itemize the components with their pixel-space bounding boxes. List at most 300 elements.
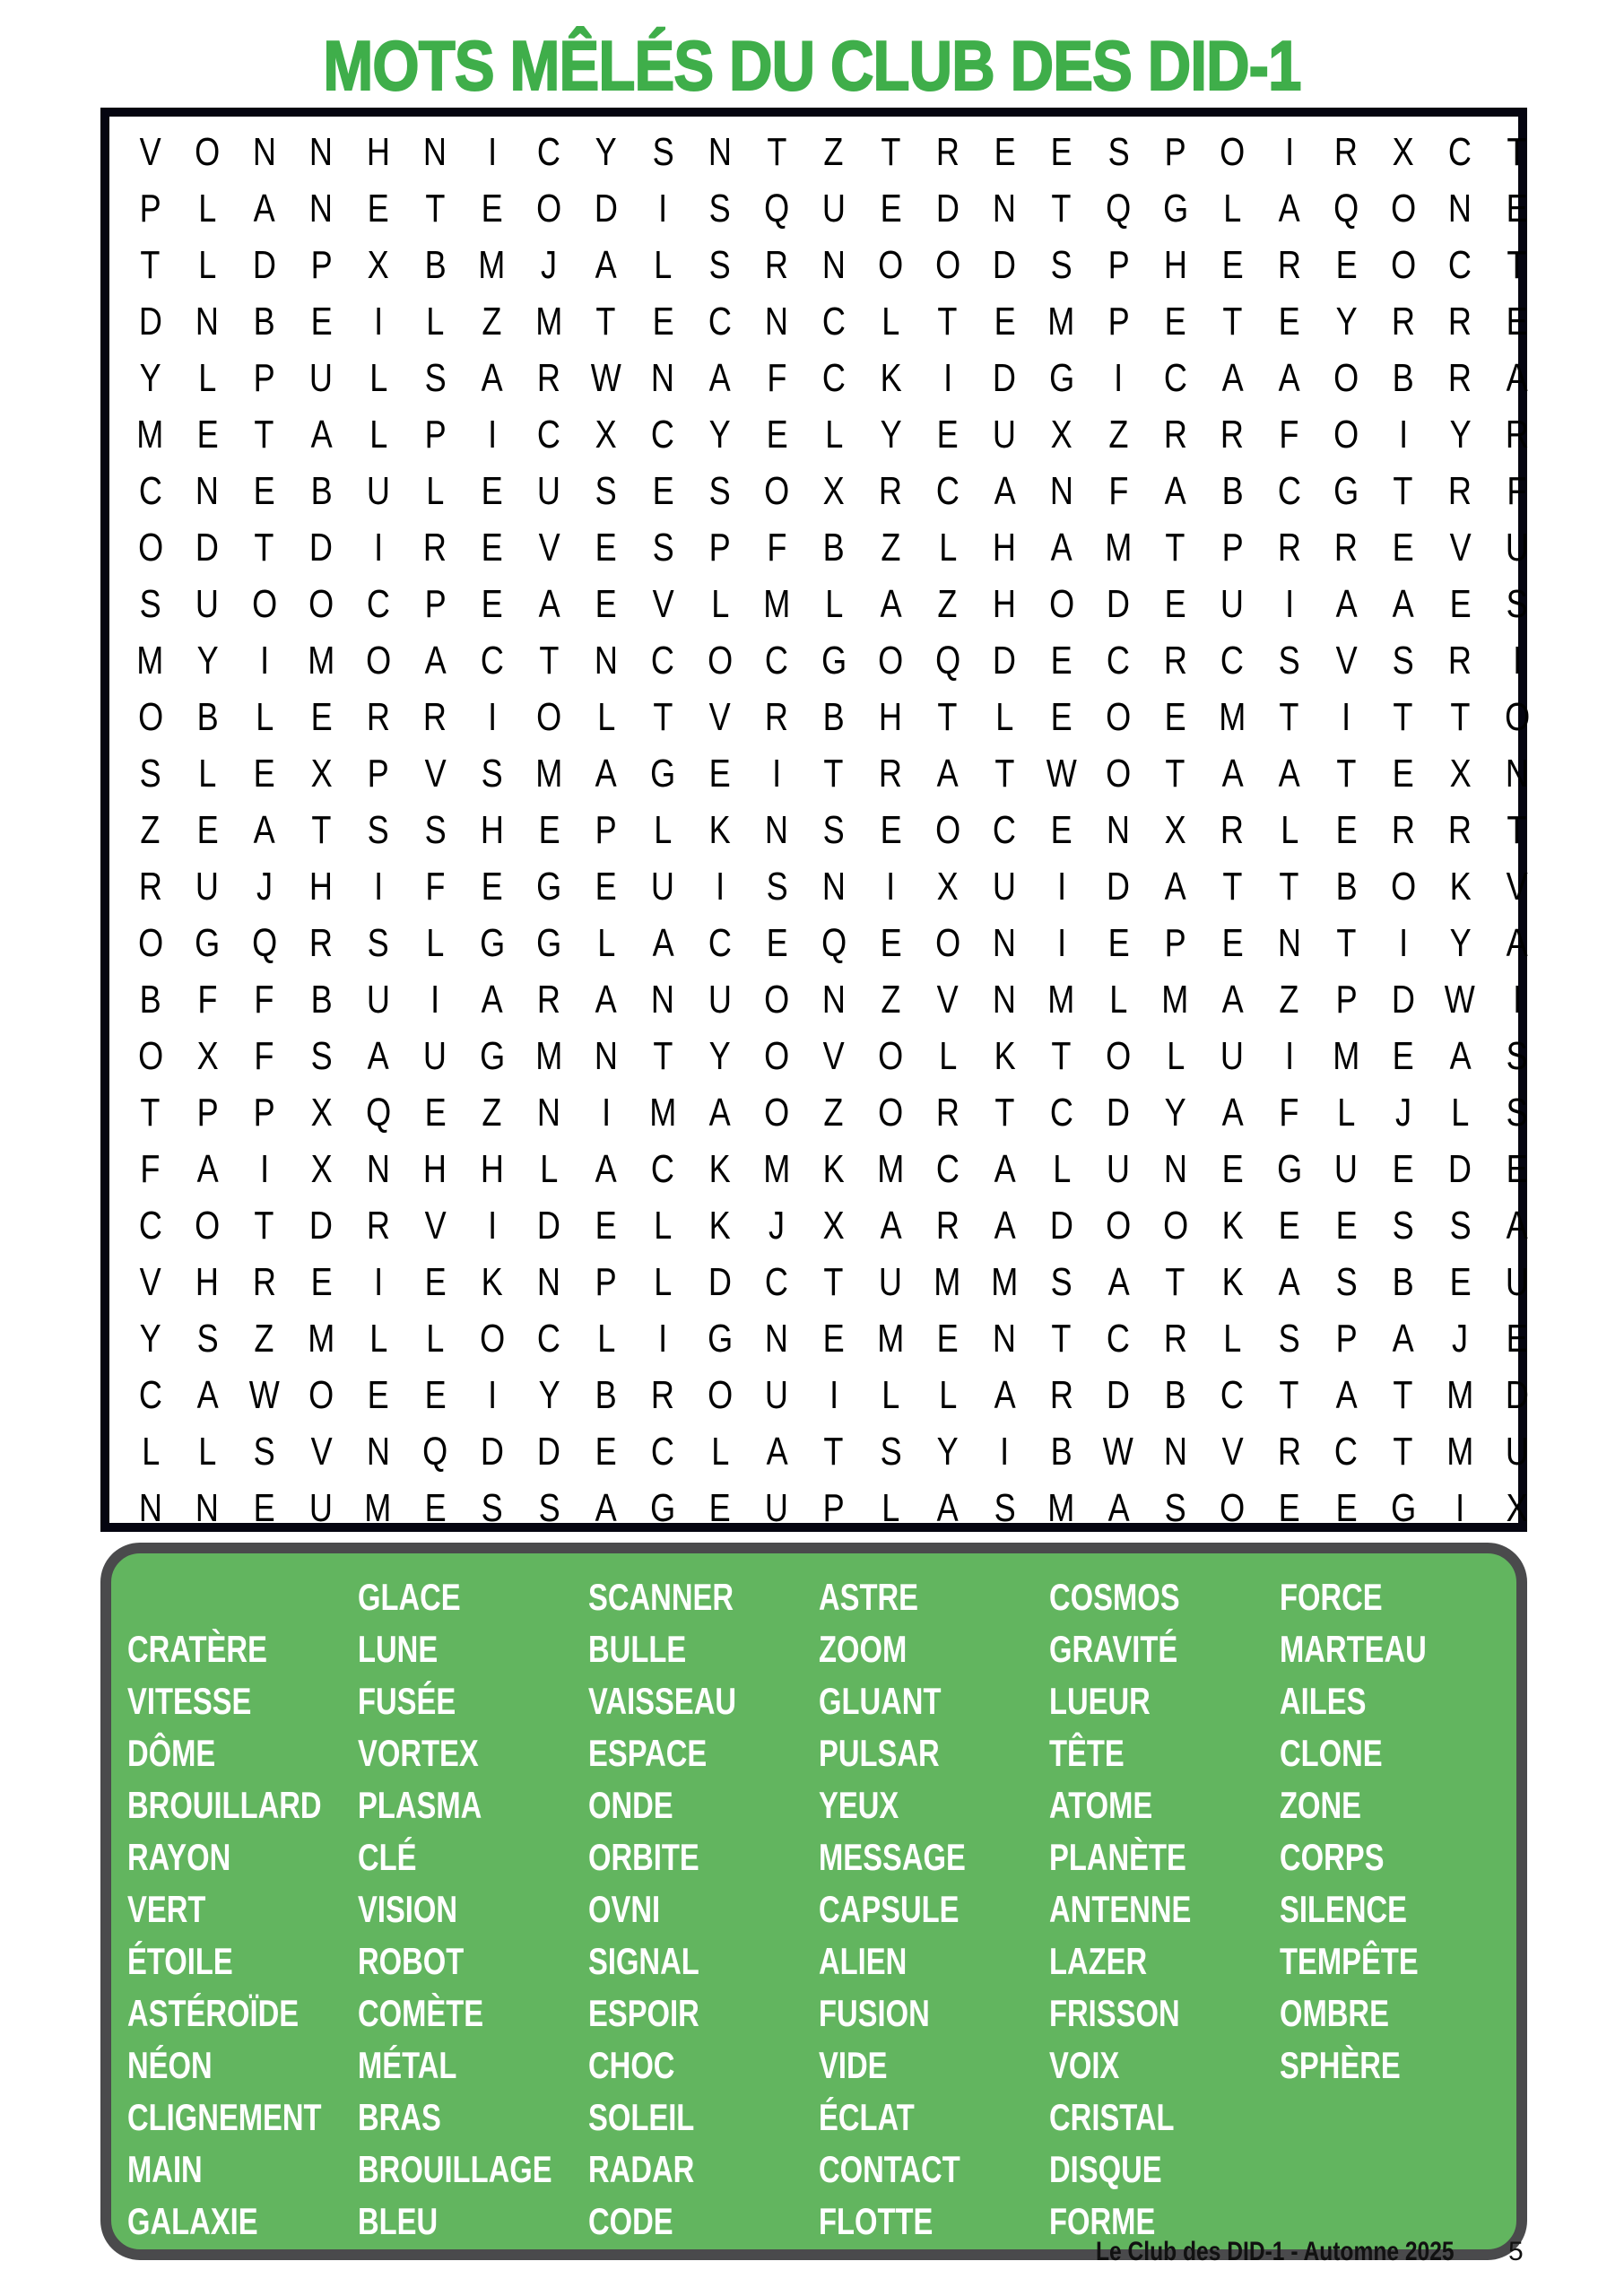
grid-cell[interactable] [578,350,635,406]
grid-cell[interactable] [1489,463,1546,519]
grid-cell[interactable] [749,406,806,463]
grid-cell[interactable] [1318,1197,1376,1254]
grid-cell[interactable] [635,1367,692,1423]
grid-cell[interactable] [1090,519,1148,576]
grid-cell[interactable] [1318,632,1376,689]
grid-cell[interactable] [122,1480,179,1536]
grid-cell[interactable] [578,1197,635,1254]
grid-cell[interactable] [1204,802,1262,858]
grid-cell[interactable] [919,632,977,689]
grid-cell[interactable] [863,237,920,293]
grid-cell[interactable] [1090,971,1148,1028]
grid-cell[interactable] [1033,1254,1090,1310]
grid-cell[interactable] [1147,1254,1204,1310]
grid-cell[interactable] [1261,124,1318,180]
grid-cell[interactable] [521,1141,578,1197]
grid-cell[interactable] [1204,1423,1262,1480]
grid-cell[interactable] [919,689,977,745]
grid-cell[interactable] [1033,180,1090,237]
grid-cell[interactable] [691,858,749,915]
grid-cell[interactable] [1147,124,1204,180]
grid-cell[interactable] [691,180,749,237]
grid-cell[interactable] [122,915,179,971]
grid-cell[interactable] [919,915,977,971]
grid-cell[interactable] [179,576,237,632]
grid-cell[interactable] [977,1141,1034,1197]
grid-cell[interactable] [521,1423,578,1480]
grid-cell[interactable] [578,1310,635,1367]
grid-cell[interactable] [407,1141,465,1197]
grid-cell[interactable] [749,1028,806,1084]
grid-cell[interactable] [1375,971,1432,1028]
grid-cell[interactable] [863,1480,920,1536]
grid-cell[interactable] [1090,124,1148,180]
grid-cell[interactable] [1033,858,1090,915]
grid-cell[interactable] [691,406,749,463]
grid-cell[interactable] [293,745,351,802]
grid-cell[interactable] [236,519,293,576]
grid-cell[interactable] [1147,350,1204,406]
grid-cell[interactable] [1261,180,1318,237]
grid-cell[interactable] [350,858,407,915]
grid-cell[interactable] [236,689,293,745]
grid-cell[interactable] [407,802,465,858]
grid-cell[interactable] [179,293,237,350]
grid-cell[interactable] [1318,293,1376,350]
grid-cell[interactable] [1489,519,1546,576]
grid-cell[interactable] [919,745,977,802]
grid-cell[interactable] [122,293,179,350]
grid-cell[interactable] [1489,576,1546,632]
grid-cell[interactable] [122,237,179,293]
grid-cell[interactable] [805,293,863,350]
grid-cell[interactable] [521,745,578,802]
grid-cell[interactable] [464,802,521,858]
grid-cell[interactable] [407,1423,465,1480]
grid-cell[interactable] [293,124,351,180]
grid-cell[interactable] [122,858,179,915]
grid-cell[interactable] [1033,406,1090,463]
grid-cell[interactable] [350,576,407,632]
grid-cell[interactable] [863,293,920,350]
grid-cell[interactable] [1147,576,1204,632]
grid-cell[interactable] [1261,1367,1318,1423]
grid-cell[interactable] [1489,802,1546,858]
grid-cell[interactable] [1033,293,1090,350]
grid-cell[interactable] [236,915,293,971]
grid-cell[interactable] [293,463,351,519]
grid-cell[interactable] [521,1254,578,1310]
grid-cell[interactable] [1432,519,1489,576]
grid-cell[interactable] [179,124,237,180]
grid-cell[interactable] [293,632,351,689]
grid-cell[interactable] [863,180,920,237]
grid-cell[interactable] [122,124,179,180]
grid-cell[interactable] [635,1084,692,1141]
grid-cell[interactable] [691,463,749,519]
grid-cell[interactable] [977,406,1034,463]
grid-cell[interactable] [1432,802,1489,858]
grid-cell[interactable] [464,519,521,576]
grid-cell[interactable] [1375,1310,1432,1367]
grid-cell[interactable] [691,350,749,406]
grid-cell[interactable] [1489,1084,1546,1141]
grid-cell[interactable] [691,1367,749,1423]
grid-cell[interactable] [1033,1084,1090,1141]
grid-cell[interactable] [407,971,465,1028]
grid-cell[interactable] [863,632,920,689]
grid-cell[interactable] [1261,1028,1318,1084]
grid-cell[interactable] [1261,1480,1318,1536]
grid-cell[interactable] [1432,180,1489,237]
grid-cell[interactable] [1261,858,1318,915]
grid-cell[interactable] [1204,971,1262,1028]
grid-cell[interactable] [691,745,749,802]
grid-cell[interactable] [578,915,635,971]
grid-cell[interactable] [749,915,806,971]
grid-cell[interactable] [1318,1423,1376,1480]
grid-cell[interactable] [350,1423,407,1480]
grid-cell[interactable] [1375,1254,1432,1310]
grid-cell[interactable] [1318,745,1376,802]
grid-cell[interactable] [407,180,465,237]
grid-cell[interactable] [1318,1480,1376,1536]
grid-cell[interactable] [635,293,692,350]
grid-cell[interactable] [1090,632,1148,689]
grid-cell[interactable] [1033,1423,1090,1480]
grid-cell[interactable] [1261,971,1318,1028]
grid-cell[interactable] [805,915,863,971]
grid-cell[interactable] [464,689,521,745]
grid-cell[interactable] [1147,1197,1204,1254]
grid-cell[interactable] [919,350,977,406]
grid-cell[interactable] [1204,1310,1262,1367]
grid-cell[interactable] [1375,802,1432,858]
grid-cell[interactable] [293,237,351,293]
grid-cell[interactable] [293,519,351,576]
grid-cell[interactable] [122,1084,179,1141]
grid-cell[interactable] [350,745,407,802]
grid-cell[interactable] [464,406,521,463]
grid-cell[interactable] [805,971,863,1028]
grid-cell[interactable] [1432,745,1489,802]
grid-cell[interactable] [1489,180,1546,237]
grid-cell[interactable] [863,1367,920,1423]
grid-cell[interactable] [919,971,977,1028]
grid-cell[interactable] [977,237,1034,293]
grid-cell[interactable] [236,745,293,802]
grid-cell[interactable] [1147,519,1204,576]
grid-cell[interactable] [919,1141,977,1197]
grid-cell[interactable] [863,915,920,971]
grid-cell[interactable] [464,293,521,350]
grid-cell[interactable] [635,463,692,519]
grid-cell[interactable] [1318,1141,1376,1197]
grid-cell[interactable] [122,1028,179,1084]
grid-cell[interactable] [919,576,977,632]
grid-cell[interactable] [691,124,749,180]
grid-cell[interactable] [350,1028,407,1084]
grid-cell[interactable] [1147,1310,1204,1367]
grid-cell[interactable] [691,1084,749,1141]
grid-cell[interactable] [1261,293,1318,350]
grid-cell[interactable] [1375,689,1432,745]
grid-cell[interactable] [122,1141,179,1197]
grid-cell[interactable] [1033,802,1090,858]
grid-cell[interactable] [1147,1480,1204,1536]
grid-cell[interactable] [749,519,806,576]
grid-cell[interactable] [236,1480,293,1536]
grid-cell[interactable] [293,858,351,915]
grid-cell[interactable] [236,463,293,519]
grid-cell[interactable] [1090,689,1148,745]
grid-cell[interactable] [179,802,237,858]
grid-cell[interactable] [977,180,1034,237]
grid-cell[interactable] [863,463,920,519]
grid-cell[interactable] [749,124,806,180]
grid-cell[interactable] [977,745,1034,802]
grid-cell[interactable] [863,971,920,1028]
grid-cell[interactable] [977,1310,1034,1367]
grid-cell[interactable] [179,237,237,293]
grid-cell[interactable] [1375,1367,1432,1423]
grid-cell[interactable] [1147,1141,1204,1197]
grid-cell[interactable] [1318,180,1376,237]
grid-cell[interactable] [977,689,1034,745]
grid-cell[interactable] [635,406,692,463]
grid-cell[interactable] [464,350,521,406]
grid-cell[interactable] [1432,632,1489,689]
grid-cell[interactable] [179,350,237,406]
grid-cell[interactable] [578,1084,635,1141]
grid-cell[interactable] [1261,519,1318,576]
grid-cell[interactable] [1432,124,1489,180]
grid-cell[interactable] [749,802,806,858]
grid-cell[interactable] [1090,293,1148,350]
grid-cell[interactable] [1432,237,1489,293]
grid-cell[interactable] [236,971,293,1028]
grid-cell[interactable] [350,237,407,293]
grid-cell[interactable] [977,971,1034,1028]
grid-cell[interactable] [1375,576,1432,632]
grid-cell[interactable] [1147,802,1204,858]
grid-cell[interactable] [749,237,806,293]
grid-cell[interactable] [578,1254,635,1310]
grid-cell[interactable] [1375,463,1432,519]
grid-cell[interactable] [977,858,1034,915]
grid-cell[interactable] [578,1480,635,1536]
grid-cell[interactable] [1489,858,1546,915]
grid-cell[interactable] [805,124,863,180]
grid-cell[interactable] [863,1084,920,1141]
grid-cell[interactable] [749,632,806,689]
grid-cell[interactable] [179,1310,237,1367]
grid-cell[interactable] [1375,858,1432,915]
grid-cell[interactable] [1204,1084,1262,1141]
grid-cell[interactable] [1147,689,1204,745]
grid-cell[interactable] [521,293,578,350]
grid-cell[interactable] [1375,519,1432,576]
grid-cell[interactable] [1489,1367,1546,1423]
grid-cell[interactable] [122,689,179,745]
grid-cell[interactable] [350,971,407,1028]
grid-cell[interactable] [407,576,465,632]
grid-cell[interactable] [578,237,635,293]
grid-cell[interactable] [1204,576,1262,632]
grid-cell[interactable] [350,1367,407,1423]
grid-cell[interactable] [407,1197,465,1254]
grid-cell[interactable] [1489,293,1546,350]
grid-cell[interactable] [863,1141,920,1197]
grid-cell[interactable] [1318,1084,1376,1141]
grid-cell[interactable] [407,406,465,463]
grid-cell[interactable] [1489,1310,1546,1367]
grid-cell[interactable] [1489,745,1546,802]
grid-cell[interactable] [977,1254,1034,1310]
grid-cell[interactable] [122,406,179,463]
grid-cell[interactable] [691,1254,749,1310]
grid-cell[interactable] [578,180,635,237]
grid-cell[interactable] [1318,350,1376,406]
grid-cell[interactable] [1147,237,1204,293]
grid-cell[interactable] [1033,689,1090,745]
grid-cell[interactable] [1261,237,1318,293]
grid-cell[interactable] [805,350,863,406]
grid-cell[interactable] [1432,406,1489,463]
grid-cell[interactable] [635,915,692,971]
grid-cell[interactable] [236,406,293,463]
grid-cell[interactable] [521,632,578,689]
grid-cell[interactable] [464,237,521,293]
grid-cell[interactable] [407,1310,465,1367]
grid-cell[interactable] [1261,1141,1318,1197]
grid-cell[interactable] [1090,915,1148,971]
grid-cell[interactable] [293,802,351,858]
grid-cell[interactable] [464,1197,521,1254]
grid-cell[interactable] [578,1141,635,1197]
grid-cell[interactable] [1204,237,1262,293]
grid-cell[interactable] [1432,1480,1489,1536]
grid-cell[interactable] [691,519,749,576]
grid-cell[interactable] [122,1367,179,1423]
grid-cell[interactable] [749,1141,806,1197]
grid-cell[interactable] [1375,632,1432,689]
grid-cell[interactable] [236,1197,293,1254]
grid-cell[interactable] [1090,1028,1148,1084]
grid-cell[interactable] [1204,1028,1262,1084]
grid-cell[interactable] [350,463,407,519]
grid-cell[interactable] [350,1197,407,1254]
grid-cell[interactable] [863,1423,920,1480]
grid-cell[interactable] [521,858,578,915]
grid-cell[interactable] [1375,124,1432,180]
grid-cell[interactable] [179,632,237,689]
grid-cell[interactable] [691,632,749,689]
grid-cell[interactable] [805,406,863,463]
grid-cell[interactable] [1204,1480,1262,1536]
grid-cell[interactable] [805,1480,863,1536]
grid-cell[interactable] [350,802,407,858]
grid-cell[interactable] [407,293,465,350]
grid-cell[interactable] [691,1310,749,1367]
grid-cell[interactable] [578,406,635,463]
grid-cell[interactable] [521,350,578,406]
grid-cell[interactable] [919,858,977,915]
grid-cell[interactable] [749,1197,806,1254]
grid-cell[interactable] [1147,858,1204,915]
grid-cell[interactable] [1375,1423,1432,1480]
grid-cell[interactable] [521,1310,578,1367]
grid-cell[interactable] [179,1084,237,1141]
grid-cell[interactable] [236,180,293,237]
grid-cell[interactable] [236,802,293,858]
grid-cell[interactable] [1147,406,1204,463]
grid-cell[interactable] [293,576,351,632]
grid-cell[interactable] [1489,124,1546,180]
grid-cell[interactable] [635,971,692,1028]
grid-cell[interactable] [1375,745,1432,802]
grid-cell[interactable] [578,689,635,745]
grid-cell[interactable] [691,689,749,745]
grid-cell[interactable] [749,1254,806,1310]
grid-cell[interactable] [1204,689,1262,745]
grid-cell[interactable] [805,237,863,293]
grid-cell[interactable] [236,576,293,632]
grid-cell[interactable] [578,971,635,1028]
grid-cell[interactable] [863,858,920,915]
grid-cell[interactable] [1090,1254,1148,1310]
grid-cell[interactable] [1147,463,1204,519]
grid-cell[interactable] [464,576,521,632]
grid-cell[interactable] [1261,689,1318,745]
grid-cell[interactable] [805,802,863,858]
grid-cell[interactable] [236,1084,293,1141]
grid-cell[interactable] [919,1028,977,1084]
grid-cell[interactable] [977,350,1034,406]
grid-cell[interactable] [863,350,920,406]
grid-cell[interactable] [919,293,977,350]
grid-cell[interactable] [1432,1141,1489,1197]
grid-cell[interactable] [179,745,237,802]
grid-cell[interactable] [1318,858,1376,915]
grid-cell[interactable] [464,858,521,915]
grid-cell[interactable] [578,802,635,858]
grid-cell[interactable] [350,1141,407,1197]
grid-cell[interactable] [578,1367,635,1423]
grid-cell[interactable] [1432,350,1489,406]
grid-cell[interactable] [236,1141,293,1197]
grid-cell[interactable] [350,1480,407,1536]
grid-cell[interactable] [1033,1197,1090,1254]
grid-cell[interactable] [578,124,635,180]
grid-cell[interactable] [1204,1141,1262,1197]
grid-cell[interactable] [749,576,806,632]
grid-cell[interactable] [521,802,578,858]
grid-cell[interactable] [521,180,578,237]
grid-cell[interactable] [635,350,692,406]
grid-cell[interactable] [350,519,407,576]
grid-cell[interactable] [179,915,237,971]
grid-cell[interactable] [1261,1197,1318,1254]
grid-cell[interactable] [464,1028,521,1084]
grid-cell[interactable] [521,406,578,463]
grid-cell[interactable] [1261,802,1318,858]
grid-cell[interactable] [122,180,179,237]
grid-cell[interactable] [1432,1197,1489,1254]
grid-cell[interactable] [977,1423,1034,1480]
grid-cell[interactable] [691,1141,749,1197]
grid-cell[interactable] [236,858,293,915]
